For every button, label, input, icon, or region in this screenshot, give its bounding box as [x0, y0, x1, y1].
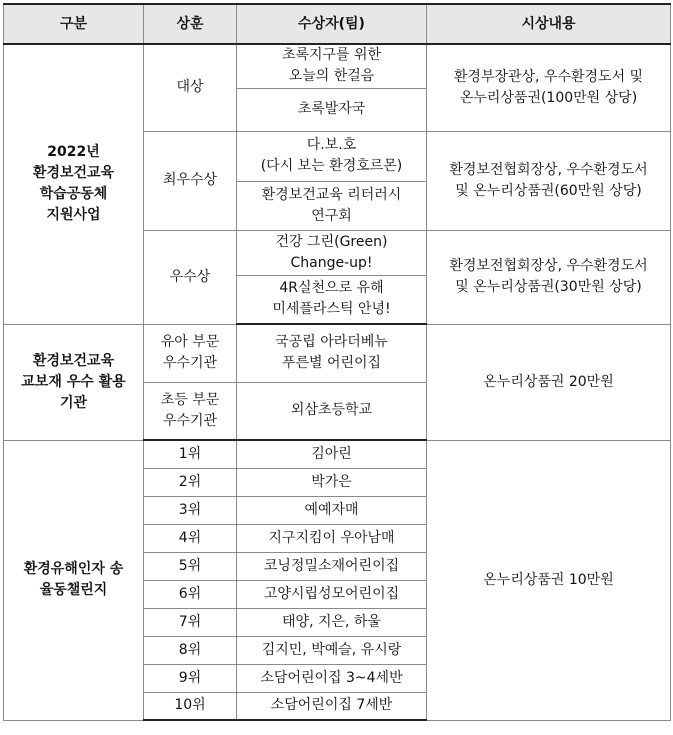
winner-cell: 김지민, 박예슬, 유시랑	[237, 636, 427, 664]
rank-cell: 9위	[144, 664, 237, 692]
winner-cell: 초록발자국	[237, 88, 427, 131]
winner-cell: 건강 그린(Green) Change-up!	[237, 230, 427, 275]
winner-cell: 소담어린이집 3~4세반	[237, 664, 427, 692]
category-dance-challenge: 환경유해인자 송 율동챌린지	[4, 440, 144, 720]
rank-cell: 1위	[144, 440, 237, 468]
winner-cell: 외삼초등학교	[237, 382, 427, 440]
prize-grand: 환경부장관상, 우수환경도서 및 온누리상품권(100만원 상당)	[427, 44, 671, 131]
table-row	[4, 324, 671, 382]
award-grand: 대상	[144, 44, 237, 131]
header-award: 상훈	[144, 4, 237, 44]
rank-cell: 4위	[144, 524, 237, 552]
prize-dance-challenge: 온누리상품권 10만원	[427, 440, 671, 720]
header-winner: 수상자(팀)	[237, 4, 427, 44]
header-row	[4, 4, 671, 44]
prize-teaching-material: 온누리상품권 20만원	[427, 324, 671, 440]
award-excellence: 최우수상	[144, 131, 237, 230]
header-prize: 시상내용	[427, 4, 671, 44]
winner-cell: 지구지킴이 우아남매	[237, 524, 427, 552]
winner-cell: 코닝정밀소재어린이집	[237, 552, 427, 580]
winner-cell: 4R실천으로 유해 미세플라스틱 안녕!	[237, 275, 427, 324]
rank-cell: 10위	[144, 692, 237, 720]
winner-cell: 고양시립성모어린이집	[237, 580, 427, 608]
winner-cell: 환경보건교육 리터러시 연구회	[237, 181, 427, 230]
prize-merit: 환경보전협회장상, 우수환경도서 및 온누리상품권(30만원 상당)	[427, 230, 671, 324]
prize-excellence: 환경보전협회장상, 우수환경도서 및 온누리상품권(60만원 상당)	[427, 131, 671, 230]
winner-cell: 태양, 지은, 하울	[237, 608, 427, 636]
winner-cell: 초록지구를 위한 오늘의 한걸음	[237, 44, 427, 88]
award-label-cell: 유아 부문 우수기관	[144, 324, 237, 382]
table-row	[4, 44, 671, 88]
rank-cell: 7위	[144, 608, 237, 636]
rank-cell: 8위	[144, 636, 237, 664]
award-table	[3, 3, 671, 721]
winner-cell: 김아린	[237, 440, 427, 468]
award-merit: 우수상	[144, 230, 237, 324]
rank-cell: 3위	[144, 496, 237, 524]
table-row	[4, 440, 671, 468]
award-label-cell: 초등 부문 우수기관	[144, 382, 237, 440]
winner-cell: 소담어린이집 7세반	[237, 692, 427, 720]
winner-cell: 다.보.호 (다시 보는 환경호르몬)	[237, 131, 427, 181]
rank-cell: 6위	[144, 580, 237, 608]
category-learning-community: 2022년 환경보건교육 학습공동체 지원사업	[4, 44, 144, 324]
rank-cell: 5위	[144, 552, 237, 580]
winner-cell: 박가은	[237, 468, 427, 496]
category-teaching-material: 환경보건교육 교보재 우수 활용 기관	[4, 324, 144, 440]
winner-cell: 국공립 아라더베뉴 푸른별 어린이집	[237, 324, 427, 382]
winner-cell: 예예자매	[237, 496, 427, 524]
rank-cell: 2위	[144, 468, 237, 496]
header-category: 구분	[4, 4, 144, 44]
